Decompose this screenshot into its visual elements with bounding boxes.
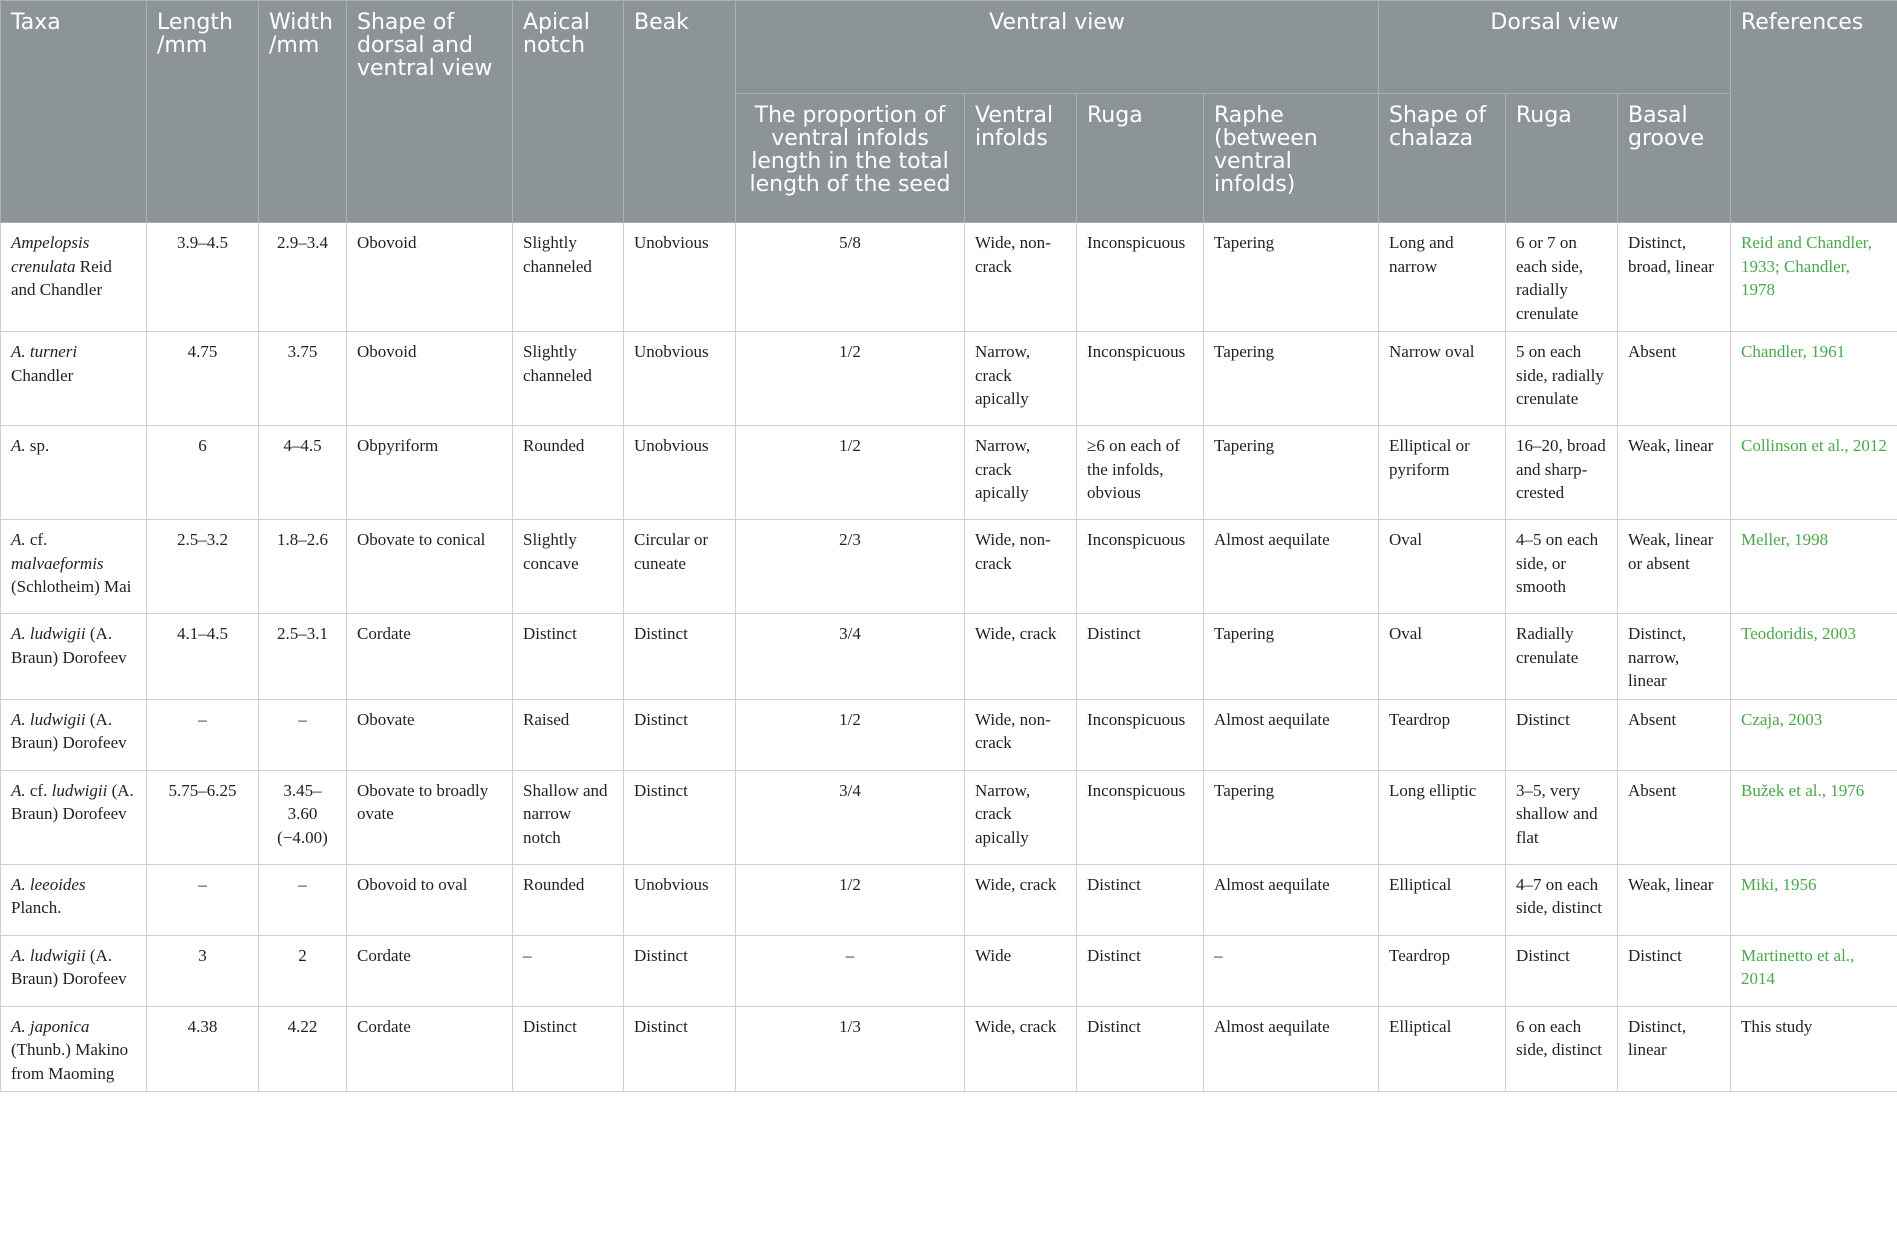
cell-chalaza: Oval (1379, 520, 1506, 614)
cell-chalaza: Elliptical (1379, 864, 1506, 935)
cell-beak: Distinct (624, 614, 736, 700)
cell-basal-groove: Distinct, narrow, linear (1618, 614, 1731, 700)
cell-proportion: 1/2 (736, 426, 965, 520)
cell-apical-notch: Slightly concave (513, 520, 624, 614)
cell-apical-notch: Rounded (513, 426, 624, 520)
cell-chalaza: Oval (1379, 614, 1506, 700)
cell-width: – (259, 864, 347, 935)
cell-width: 3.75 (259, 332, 347, 426)
cell-ventral-infolds: Wide (965, 935, 1077, 1006)
cell-ruga-dorsal: 6 on each side, distinct (1506, 1006, 1618, 1092)
cell-length: 6 (147, 426, 259, 520)
cell-raphe: Almost aequilate (1204, 1006, 1379, 1092)
cell-raphe: Almost aequilate (1204, 864, 1379, 935)
cell-width: 4–4.5 (259, 426, 347, 520)
cell-shape: Obovoid to oval (347, 864, 513, 935)
taxa-author: (A. Braun) Dorofeev (11, 780, 134, 823)
cell-taxa (1, 1006, 147, 1092)
cell-ventral-infolds: Wide, non-crack (965, 699, 1077, 770)
cell-proportion: – (736, 935, 965, 1006)
cell-ruga-dorsal: Distinct (1506, 935, 1618, 1006)
header-apical-notch: Apical notch (513, 1, 624, 223)
cell-shape: Obovate to broadly ovate (347, 770, 513, 864)
cell-ruga-ventral: Inconspicuous (1077, 770, 1204, 864)
header-references: References (1731, 1, 1897, 223)
cell-ruga-ventral: ≥6 on each of the infolds, obvious (1077, 426, 1204, 520)
cell-taxa (1, 770, 147, 864)
header-ruga-ventral: Ruga (1077, 94, 1204, 223)
cell-basal-groove: Weak, linear or absent (1618, 520, 1731, 614)
header-proportion: The proportion of ventral infolds length in the total length of the seed (736, 94, 965, 223)
cell-width: – (259, 699, 347, 770)
cell-ruga-dorsal: Radially crenulate (1506, 614, 1618, 700)
taxa-author: (Thunb.) Makino from Maoming (11, 1040, 129, 1083)
table-row (1, 426, 1897, 520)
reference-link[interactable]: Bužek et al., 1976 (1731, 770, 1897, 864)
cell-proportion: 1/2 (736, 332, 965, 426)
cell-proportion: 2/3 (736, 520, 965, 614)
reference-link[interactable]: Meller, 1998 (1731, 520, 1897, 614)
cell-length: 4.1–4.5 (147, 614, 259, 700)
cell-width: 3.45–3.60 (−4.00) (259, 770, 347, 864)
cell-shape: Cordate (347, 614, 513, 700)
cell-ventral-infolds: Wide, crack (965, 864, 1077, 935)
reference-link[interactable]: Chandler, 1961 (1731, 332, 1897, 426)
cell-chalaza: Long elliptic (1379, 770, 1506, 864)
cell-proportion: 1/2 (736, 864, 965, 935)
taxa-name-italic: A. (11, 436, 26, 455)
table-row (1, 864, 1897, 935)
table-row (1, 1006, 1897, 1092)
cell-shape: Cordate (347, 1006, 513, 1092)
header-width: Width /mm (259, 1, 347, 223)
cell-beak: Unobvious (624, 864, 736, 935)
taxa-name-italic: A. leeoides (11, 874, 86, 894)
cell-ventral-infolds: Wide, non-crack (965, 223, 1077, 332)
cell-chalaza: Long and narrow (1379, 223, 1506, 332)
cell-ruga-ventral: Inconspicuous (1077, 699, 1204, 770)
cell-proportion: 1/2 (736, 699, 965, 770)
header-length: Length /mm (147, 1, 259, 223)
reference-text: This study (1731, 1006, 1897, 1092)
cell-ruga-ventral: Distinct (1077, 614, 1204, 700)
cell-raphe: Almost aequilate (1204, 699, 1379, 770)
cell-beak: Unobvious (624, 332, 736, 426)
cell-width: 1.8–2.6 (259, 520, 347, 614)
cell-beak: Unobvious (624, 223, 736, 332)
table-row (1, 770, 1897, 864)
cell-taxa (1, 332, 147, 426)
cell-ventral-infolds: Wide, crack (965, 614, 1077, 700)
taxa-author: (A. Braun) Dorofeev (11, 709, 127, 752)
table-header (1, 1, 1897, 223)
header-basal-groove: Basal groove (1618, 94, 1731, 223)
cell-shape: Obovate to conical (347, 520, 513, 614)
reference-link[interactable]: Collinson et al., 2012 (1731, 426, 1897, 520)
cell-beak: Distinct (624, 935, 736, 1006)
cell-beak: Distinct (624, 1006, 736, 1092)
cell-raphe: Almost aequilate (1204, 520, 1379, 614)
taxa-author: Reid and Chandler (11, 256, 112, 299)
taxa-author: (Schlotheim) Mai (11, 577, 132, 596)
header-beak: Beak (624, 1, 736, 223)
cell-basal-groove: Distinct, broad, linear (1618, 223, 1731, 332)
table-body (1, 223, 1897, 1092)
header-ventral-infolds: Ventral infolds (965, 94, 1077, 223)
taxa-name-italic: A. ludwigii (11, 709, 86, 729)
cell-basal-groove: Distinct, linear (1618, 1006, 1731, 1092)
cell-proportion: 5/8 (736, 223, 965, 332)
taxa-author: Planch. (11, 898, 62, 917)
cell-apical-notch: Slightly channeled (513, 332, 624, 426)
cell-ventral-infolds: Narrow, crack apically (965, 770, 1077, 864)
cell-raphe: Tapering (1204, 332, 1379, 426)
cell-ventral-infolds: Wide, non-crack (965, 520, 1077, 614)
taxa-name-italic: A. japonica (11, 1016, 90, 1036)
header-shape-chalaza: Shape of chalaza (1379, 94, 1506, 223)
cell-basal-groove: Absent (1618, 770, 1731, 864)
table-row (1, 332, 1897, 426)
taxa-name-italic: A. (11, 530, 26, 549)
cell-taxa (1, 864, 147, 935)
cell-taxa (1, 223, 147, 332)
header-ventral-view: Ventral view (736, 1, 1379, 94)
cell-ruga-ventral: Distinct (1077, 935, 1204, 1006)
cell-apical-notch: Rounded (513, 864, 624, 935)
cell-width: 2.9–3.4 (259, 223, 347, 332)
cell-length: 3.9–4.5 (147, 223, 259, 332)
cell-length: – (147, 699, 259, 770)
header-dorsal-view: Dorsal view (1379, 1, 1731, 94)
cell-ruga-dorsal: 5 on each side, radially crenulate (1506, 332, 1618, 426)
cell-shape: Obpyriform (347, 426, 513, 520)
cell-shape: Obovoid (347, 332, 513, 426)
cell-chalaza: Teardrop (1379, 935, 1506, 1006)
cell-length: 4.38 (147, 1006, 259, 1092)
cell-raphe: – (1204, 935, 1379, 1006)
cell-ruga-dorsal: 3–5, very shallow and flat (1506, 770, 1618, 864)
taxa-name-italic: A. ludwigii (11, 624, 86, 643)
table-row (1, 520, 1897, 614)
cell-ruga-dorsal: Distinct (1506, 699, 1618, 770)
cell-length: 4.75 (147, 332, 259, 426)
cell-width: 4.22 (259, 1006, 347, 1092)
cell-beak: Distinct (624, 699, 736, 770)
cell-taxa (1, 935, 147, 1006)
cell-apical-notch: Raised (513, 699, 624, 770)
cell-raphe: Tapering (1204, 770, 1379, 864)
header-shape: Shape of dorsal and ventral view (347, 1, 513, 223)
cell-length: – (147, 864, 259, 935)
reference-link[interactable]: Czaja, 2003 (1731, 699, 1897, 770)
cell-chalaza: Elliptical (1379, 1006, 1506, 1092)
cell-ruga-ventral: Distinct (1077, 1006, 1204, 1092)
cell-ruga-dorsal: 4–5 on each side, or smooth (1506, 520, 1618, 614)
cell-raphe: Tapering (1204, 614, 1379, 700)
cell-apical-notch: Distinct (513, 1006, 624, 1092)
taxa-epithet-italic: malvaeformis (11, 553, 104, 573)
taxa-author: Chandler (11, 365, 74, 385)
taxa-author: (A. Braun) Dorofeev (11, 945, 127, 988)
cell-proportion: 3/4 (736, 614, 965, 700)
cell-ventral-infolds: Narrow, crack apically (965, 426, 1077, 520)
table-row (1, 935, 1897, 1006)
cell-basal-groove: Absent (1618, 699, 1731, 770)
cell-taxa (1, 614, 147, 700)
cell-shape: Cordate (347, 935, 513, 1006)
cell-ruga-dorsal: 16–20, broad and sharp-crested (1506, 426, 1618, 520)
taxa-name-italic: A. ludwigii (11, 945, 86, 965)
cell-basal-groove: Weak, linear (1618, 864, 1731, 935)
header-taxa: Taxa (1, 1, 147, 223)
cell-ruga-ventral: Inconspicuous (1077, 223, 1204, 332)
cell-chalaza: Teardrop (1379, 699, 1506, 770)
header-raphe: Raphe (between ventral infolds) (1204, 94, 1379, 223)
cell-apical-notch: – (513, 935, 624, 1006)
table-row (1, 699, 1897, 770)
cell-chalaza: Narrow oval (1379, 332, 1506, 426)
cell-ruga-ventral: Inconspicuous (1077, 520, 1204, 614)
cell-basal-groove: Absent (1618, 332, 1731, 426)
cell-length: 5.75–6.25 (147, 770, 259, 864)
reference-link[interactable]: Miki, 1956 (1731, 864, 1897, 935)
cell-taxa (1, 426, 147, 520)
table-row (1, 223, 1897, 332)
reference-link[interactable]: Teodoridis, 2003 (1731, 614, 1897, 700)
cell-apical-notch: Slightly channeled (513, 223, 624, 332)
cell-apical-notch: Shallow and narrow notch (513, 770, 624, 864)
cell-shape: Obovoid (347, 223, 513, 332)
cell-raphe: Tapering (1204, 426, 1379, 520)
cell-ruga-ventral: Inconspicuous (1077, 332, 1204, 426)
cell-shape: Obovate (347, 699, 513, 770)
cell-beak: Distinct (624, 770, 736, 864)
table-row (1, 614, 1897, 700)
reference-link[interactable]: Reid and Chandler, 1933; Chandler, 1978 (1731, 223, 1897, 332)
cell-ruga-ventral: Distinct (1077, 864, 1204, 935)
taxa-author: (A. Braun) Dorofeev (11, 624, 127, 667)
taxa-name-italic: A. (11, 780, 26, 800)
taxa-name-italic: A. turneri (11, 342, 78, 361)
cell-ruga-dorsal: 4–7 on each side, distinct (1506, 864, 1618, 935)
cell-basal-groove: Weak, linear (1618, 426, 1731, 520)
taxa-qualifier: cf. (25, 530, 48, 549)
cell-apical-notch: Distinct (513, 614, 624, 700)
cell-raphe: Tapering (1204, 223, 1379, 332)
header-ruga-dorsal: Ruga (1506, 94, 1618, 223)
taxa-qualifier: cf. (25, 780, 52, 800)
taxa-name-italic: Ampelopsis crenulata (11, 233, 90, 276)
cell-ruga-dorsal: 6 or 7 on each side, radially crenulate (1506, 223, 1618, 332)
cell-basal-groove: Distinct (1618, 935, 1731, 1006)
cell-chalaza: Elliptical or pyriform (1379, 426, 1506, 520)
cell-length: 2.5–3.2 (147, 520, 259, 614)
cell-taxa (1, 699, 147, 770)
cell-length: 3 (147, 935, 259, 1006)
cell-ventral-infolds: Narrow, crack apically (965, 332, 1077, 426)
reference-link[interactable]: Martinetto et al., 2014 (1731, 935, 1897, 1006)
cell-beak: Circular or cuneate (624, 520, 736, 614)
cell-taxa (1, 520, 147, 614)
cell-width: 2.5–3.1 (259, 614, 347, 700)
taxa-epithet-italic: ludwigii (51, 780, 108, 800)
cell-beak: Unobvious (624, 426, 736, 520)
cell-proportion: 3/4 (736, 770, 965, 864)
cell-width: 2 (259, 935, 347, 1006)
cell-ventral-infolds: Wide, crack (965, 1006, 1077, 1092)
taxa-author: sp. (25, 436, 50, 455)
cell-proportion: 1/3 (736, 1006, 965, 1092)
